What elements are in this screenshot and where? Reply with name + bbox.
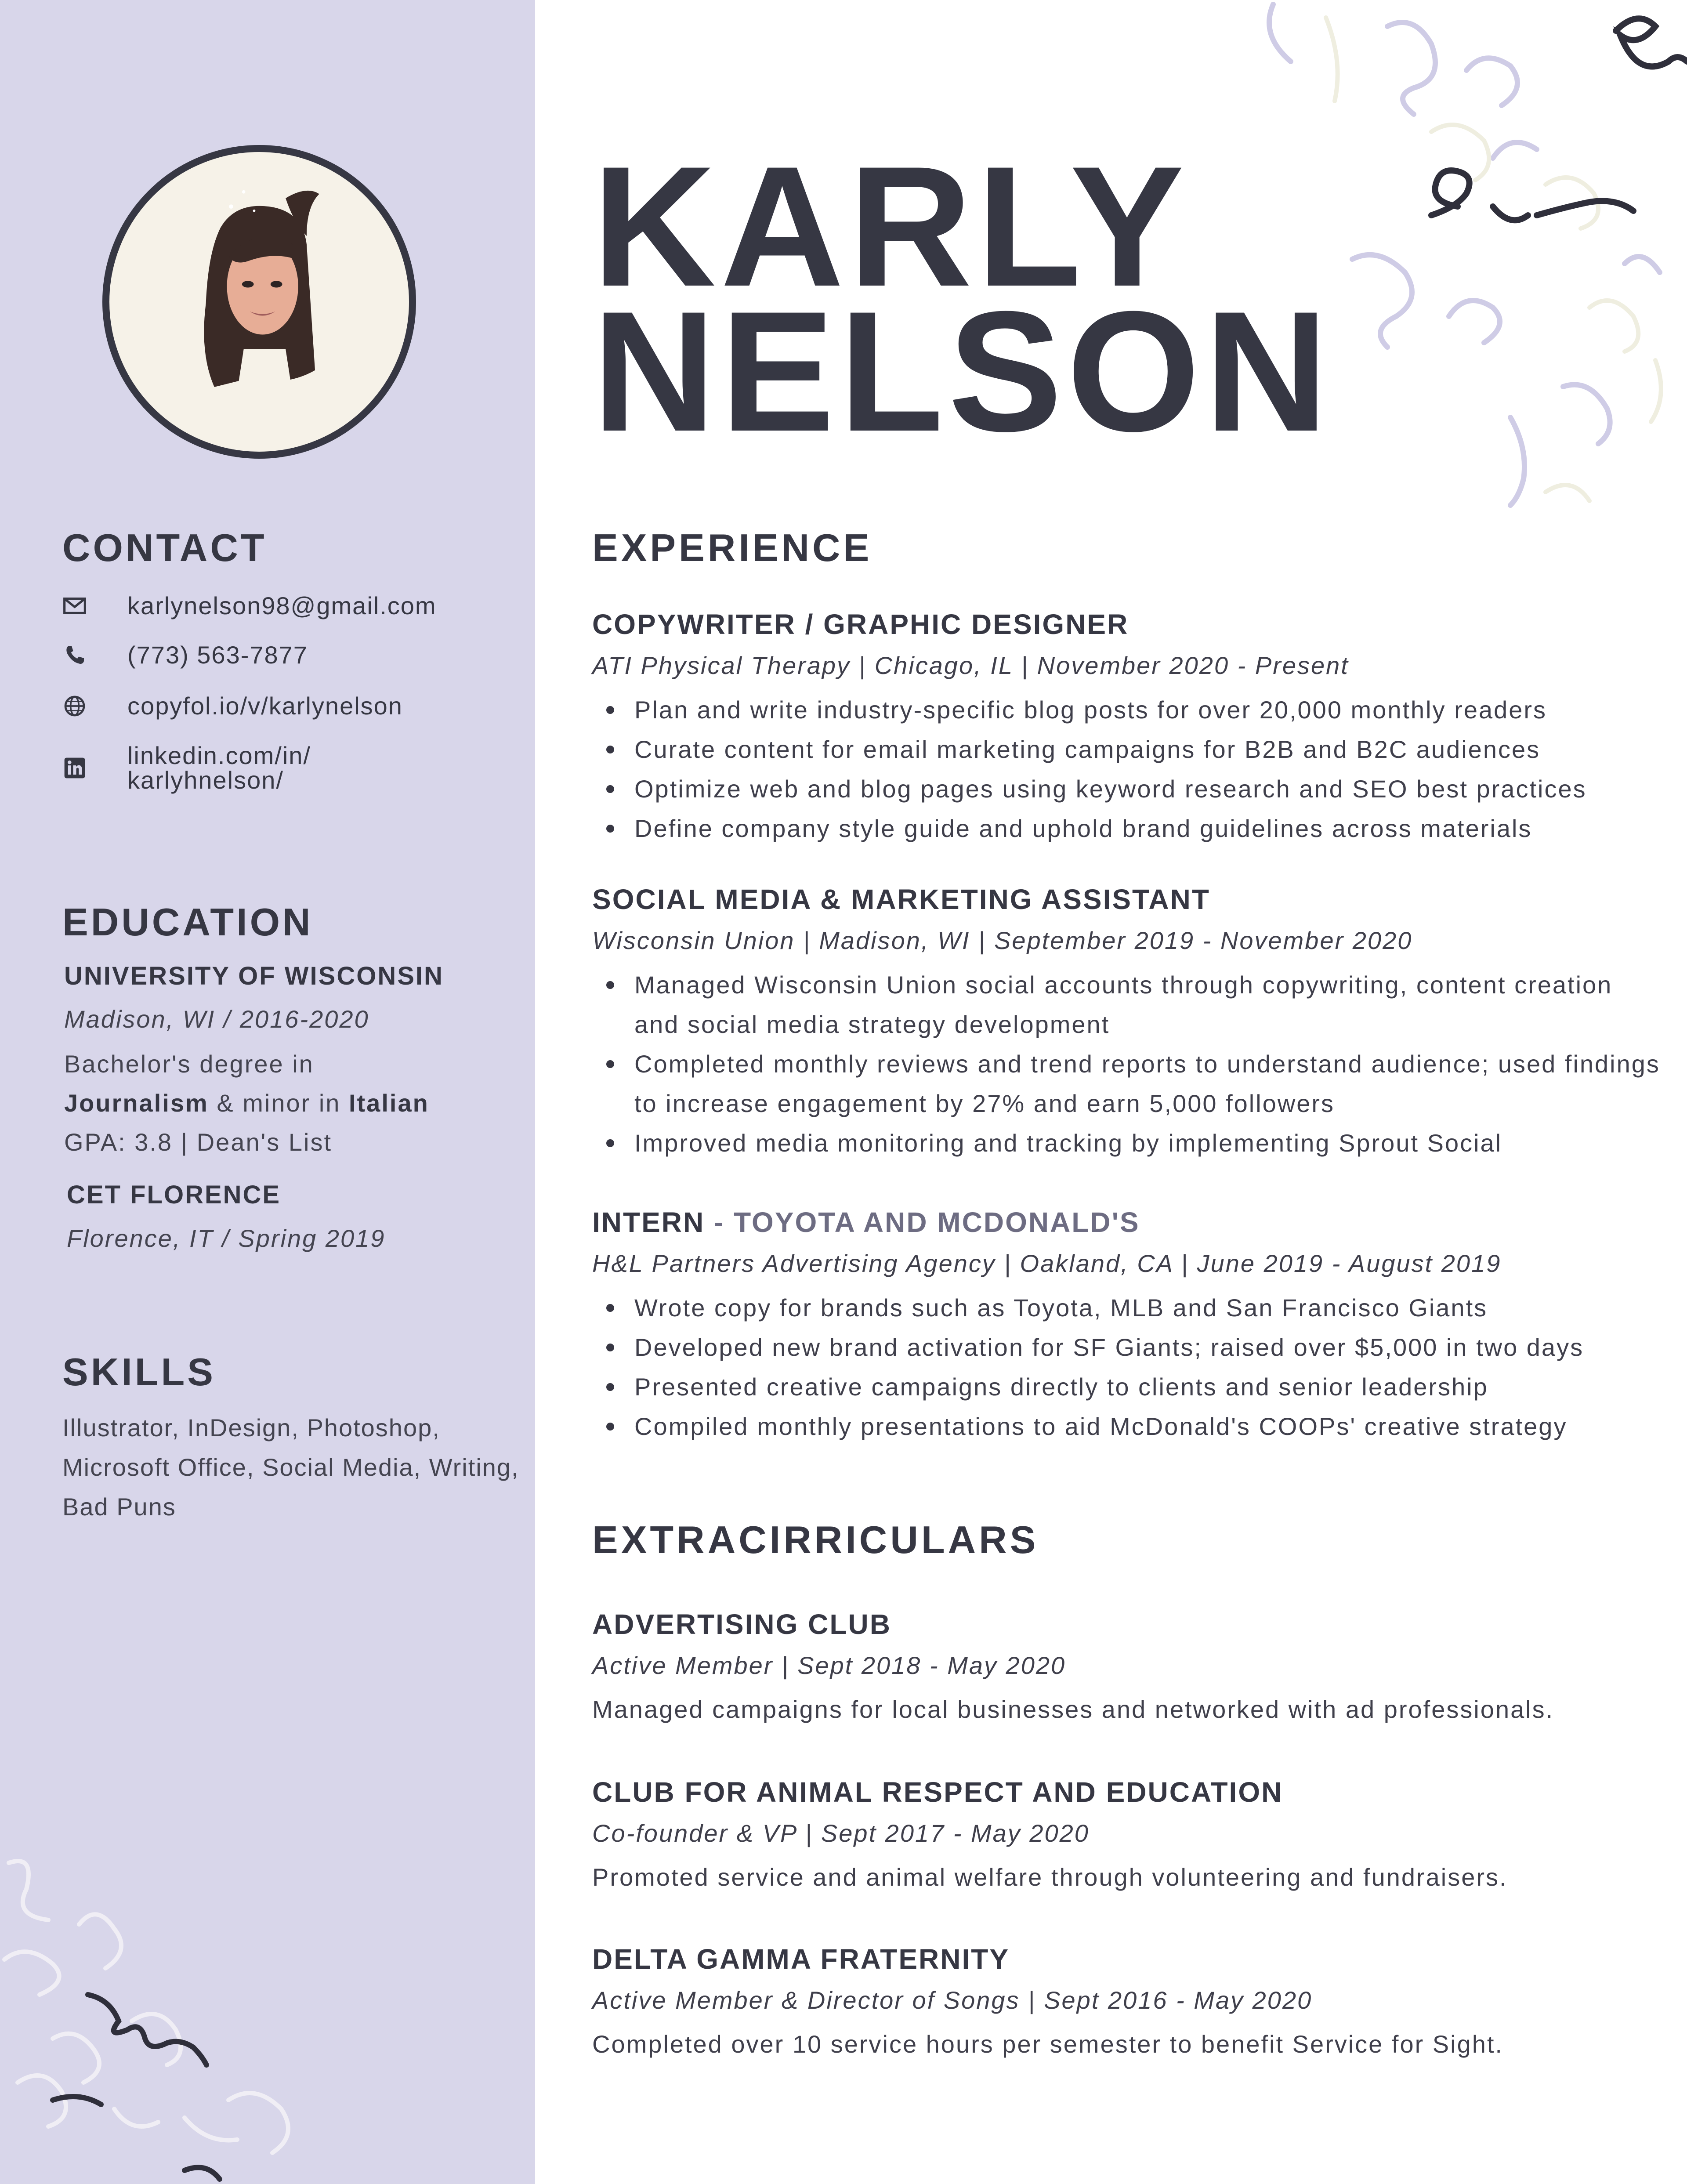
envelope-icon bbox=[62, 590, 93, 621]
contact-linkedin-text: linkedin.com/in/ karlyhnelson/ bbox=[127, 742, 311, 794]
job-bullet: Define company style guide and uphold brand guidelines across materials bbox=[592, 809, 1664, 848]
portrait-illustration bbox=[109, 152, 409, 452]
extracurricular-meta: Co-founder & VP | Sept 2017 - May 2020 bbox=[592, 1819, 1090, 1847]
extracurricular-meta: Active Member | Sept 2018 - May 2020 bbox=[592, 1652, 1066, 1679]
job-bullet: Completed monthly reviews and trend reports to understand audience; used findings to increase engagement by 27% and earn 5,000 followers bbox=[592, 1044, 1664, 1123]
extracurricular-title: ADVERTISING CLUB bbox=[592, 1608, 891, 1640]
extracurricular-desc: Completed over 10 service hours per semester to benefit Service for Sight. bbox=[592, 2030, 1503, 2058]
contact-website[interactable] bbox=[62, 691, 502, 721]
job-bullet: Wrote copy for brands such as Toyota, MLB and San Francisco Giants bbox=[592, 1288, 1664, 1328]
education-school-name: CET FLORENCE bbox=[67, 1181, 281, 1209]
main-content bbox=[535, 0, 1687, 2184]
phone-icon bbox=[62, 640, 93, 670]
education-degree-line: Bachelor's degree in bbox=[64, 1050, 314, 1078]
extracurricular-desc: Promoted service and animal welfare through volunteering and fundraisers. bbox=[592, 1863, 1508, 1891]
job-title: SOCIAL MEDIA & MARKETING ASSISTANT bbox=[592, 884, 1210, 915]
extracurricular-title: DELTA GAMMA FRATERNITY bbox=[592, 1943, 1010, 1975]
linkedin-icon bbox=[62, 753, 93, 783]
contact-email-text: karlynelson98@gmail.com bbox=[127, 592, 437, 619]
skills-text: Illustrator, InDesign, Photoshop, Microsoft Office, Social Media, Writing, Bad Puns bbox=[62, 1414, 519, 1521]
job-bullets bbox=[592, 965, 1664, 1163]
job-meta: Wisconsin Union | Madison, WI | September 2019 - November 2020 bbox=[592, 927, 1413, 954]
contact-phone[interactable] bbox=[62, 640, 502, 670]
experience-title: EXPERIENCE bbox=[592, 526, 872, 569]
education-minor-connector: & minor in bbox=[208, 1089, 349, 1117]
contact-phone-text: (773) 563-7877 bbox=[127, 641, 308, 669]
education-major: Journalism bbox=[64, 1089, 209, 1117]
name-first: KARLY bbox=[592, 130, 1189, 322]
job-bullet: Curate content for email marketing campaigns for B2B and B2C audiences bbox=[592, 730, 1664, 769]
job-meta: ATI Physical Therapy | Chicago, IL | November 2020 - Present bbox=[592, 652, 1349, 679]
extracurricular-title: CLUB FOR ANIMAL RESPECT AND EDUCATION bbox=[592, 1776, 1283, 1808]
education-school-meta: Florence, IT / Spring 2019 bbox=[67, 1224, 386, 1252]
job-bullet: Presented creative campaigns directly to clients and senior leadership bbox=[592, 1367, 1664, 1407]
job-title-sub: - TOYOTA AND MCDONALD'S bbox=[705, 1206, 1140, 1238]
extracurriculars-title: EXTRACIRRICULARS bbox=[592, 1518, 1039, 1561]
job-title: COPYWRITER / GRAPHIC DESIGNER bbox=[592, 608, 1129, 640]
contact-linkedin[interactable] bbox=[62, 743, 502, 793]
education-title: EDUCATION bbox=[62, 900, 313, 944]
name-last: NELSON bbox=[592, 275, 1333, 467]
job-bullet: Managed Wisconsin Union social accounts through copywriting, content creation and social media strategy development bbox=[592, 965, 1664, 1044]
extracurricular-meta: Active Member & Director of Songs | Sept 2016 - May 2020 bbox=[592, 1986, 1313, 2014]
job-bullet: Compiled monthly presentations to aid McDonald's COOPs' creative strategy bbox=[592, 1407, 1664, 1446]
avatar bbox=[102, 145, 416, 459]
skills-title: SKILLS bbox=[62, 1350, 216, 1394]
doodle-decoration bbox=[0, 1836, 535, 2184]
job-title bbox=[592, 1206, 1140, 1239]
education-minor: Italian bbox=[348, 1089, 429, 1117]
job-meta: H&L Partners Advertising Agency | Oakland, CA | June 2019 - August 2019 bbox=[592, 1250, 1502, 1277]
job-title-main: INTERN bbox=[592, 1206, 705, 1238]
sidebar bbox=[0, 0, 535, 2184]
education-gpa: GPA: 3.8 | Dean's List bbox=[64, 1128, 333, 1156]
job-bullets bbox=[592, 1288, 1664, 1446]
job-bullet: Plan and write industry-specific blog posts for over 20,000 monthly readers bbox=[592, 690, 1664, 730]
contact-website-text: copyfol.io/v/karlynelson bbox=[127, 692, 403, 720]
globe-icon bbox=[62, 691, 93, 721]
job-bullet: Optimize web and blog pages using keyword research and SEO best practices bbox=[592, 769, 1664, 809]
education-school-name: UNIVERSITY OF WISCONSIN bbox=[64, 962, 444, 990]
job-bullet: Developed new brand activation for SF Giants; raised over $5,000 in two days bbox=[592, 1328, 1664, 1367]
job-bullet: Improved media monitoring and tracking by implementing Sprout Social bbox=[592, 1123, 1664, 1163]
contact-email[interactable] bbox=[62, 590, 502, 621]
extracurricular-desc: Managed campaigns for local businesses and networked with ad professionals. bbox=[592, 1695, 1554, 1723]
job-bullets bbox=[592, 690, 1664, 848]
education-major-minor bbox=[64, 1089, 429, 1117]
education-school-meta: Madison, WI / 2016-2020 bbox=[64, 1005, 369, 1033]
contact-title: CONTACT bbox=[62, 526, 267, 569]
